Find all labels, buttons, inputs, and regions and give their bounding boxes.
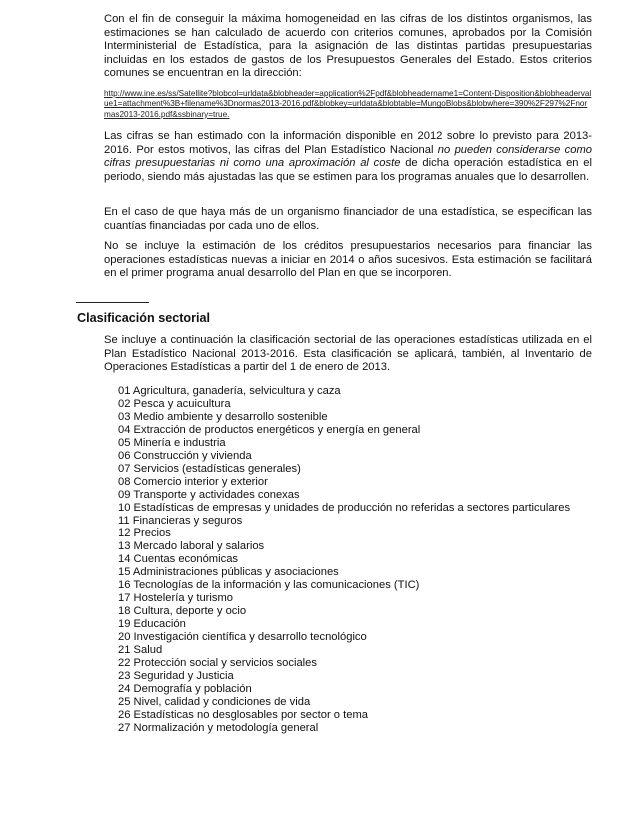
sector-item: 06 Construcción y vivienda [118, 449, 252, 462]
sector-item: 05 Minería e industria [118, 436, 226, 449]
sector-item: 07 Servicios (estadísticas generales) [118, 462, 301, 475]
paragraph-estimates-emphasis: no pueden considerarse como cifras presupuestarias ni como una aproximación al coste [104, 143, 592, 170]
criteria-link-block [104, 89, 592, 120]
section-heading: Clasificación sectorial [77, 311, 210, 325]
sector-item: 24 Demografía y población [118, 682, 252, 695]
paragraph-estimates-start: Las cifras se han estimado con la información disponible en 2012 sobre lo previsto para 2013-2016. Por estos motivos, las cifras del Plan Estadístico Nacional [104, 130, 592, 156]
sector-item: 04 Extracción de productos energéticos y energía en general [118, 423, 421, 436]
sector-list [118, 385, 570, 735]
sector-item: 09 Transporte y actividades conexas [118, 488, 300, 501]
sector-item: 18 Cultura, deporte y ocio [118, 605, 247, 618]
paragraph-funders: En el caso de que haya más de un organismo financiador de una estadística, se especifican las cuantías financiadas por cada uno de ellos. [104, 206, 592, 232]
sector-item: 23 Seguridad y Justicia [118, 669, 234, 682]
criteria-link-suffix: . [227, 109, 230, 119]
sector-item: 27 Normalización y metodología general [118, 721, 319, 734]
sector-item: 25 Nivel, calidad y condiciones de vida [118, 695, 311, 708]
paragraph-estimates-end: de dicha operación estadística en el periodo, siendo más ajustadas las que se estimen para los programas anuales que lo desarrollen. [104, 157, 592, 183]
sector-item: 14 Cuentas económicas [118, 553, 239, 566]
section-intro: Se incluye a continuación la clasificación sectorial de las operaciones estadísticas utilizada en el Plan Estadístico Nacional 2013-2016. Esta clasificación se aplicará, también, al Inventario de Operaciones Estadísticas a partir del 1 de enero de 2013. [104, 334, 592, 374]
sector-item: 20 Investigación científica y desarrollo tecnológico [118, 631, 367, 644]
sector-item: 21 Salud [118, 644, 163, 657]
sector-item: 08 Comercio interior y exterior [118, 475, 268, 488]
sector-item: 10 Estadísticas de empresas y unidades de producción no referidas a sectores particulares [118, 501, 571, 514]
sector-item: 02 Pesca y acuicultura [118, 397, 231, 410]
paragraph-estimates [104, 130, 592, 184]
sector-item: 11 Financieras y seguros [118, 514, 243, 527]
sector-item: 13 Mercado laboral y salarios [118, 540, 265, 553]
paragraph-new-operations: No se incluye la estimación de los créditos presupuestarios necesarios para financiar las operaciones estadísticas nuevas a iniciar en 2014 o años sucesivos. Esta estimación se facilitará en el primer programa anual desarrollo del Plan en que se incorporen. [104, 240, 592, 280]
sector-item: 15 Administraciones públicas y asociaciones [118, 566, 339, 579]
sector-item: 12 Precios [118, 527, 171, 540]
criteria-link[interactable]: http://www.ine.es/ss/Satellite?blobcol=urldata&blobheader=application%2Fpdf&blobheadername1=Content-Disposition&blobheadervalue1=attachment%3B+filename%3Dnormas2013-2016.pdf&blobkey=urldata&blobtable=MungoBlobs&blobwhere=390%2F297%2Fnormas2013-2016.pdf&ssbinary=true [104, 89, 592, 119]
sector-item: 17 Hostelería y turismo [118, 592, 234, 605]
sector-item: 16 Tecnologías de la información y las comunicaciones (TIC) [118, 579, 420, 592]
sector-item: 26 Estadísticas no desglosables por sector o tema [118, 708, 368, 721]
sector-item: 01 Agricultura, ganadería, selvicultura y caza [118, 385, 341, 397]
paragraph-criteria: Con el fin de conseguir la máxima homogeneidad en las cifras de los distintos organismos, las estimaciones se han calculado de acuerdo con criterios comunes, aprobados por la Comisión Interministerial de Estadística, para la asignación de las distintas partidas presupuestarias incluidas en los estados de gastos de los Presupuestos Generales del Estado. Estos criterios comunes se encuentran en la dirección: [104, 13, 592, 80]
footnote-rule [76, 302, 149, 303]
sector-item: 22 Protección social y servicios sociales [118, 657, 317, 670]
sector-item: 19 Educación [118, 618, 186, 631]
sector-item: 03 Medio ambiente y desarrollo sostenible [118, 410, 328, 423]
